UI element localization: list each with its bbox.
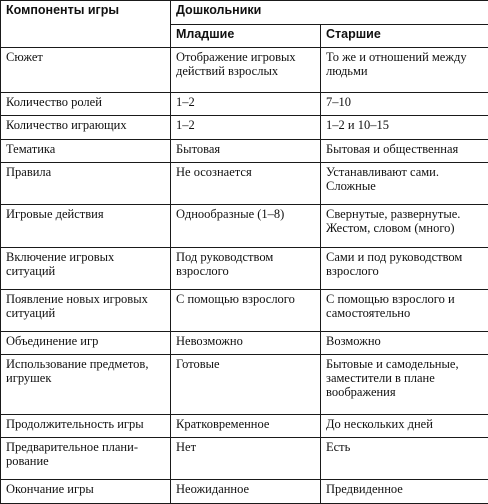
table-row — [1, 93, 488, 116]
cell-younger: Бытовая — [171, 140, 321, 163]
cell-younger: Под руководством взрослого — [171, 248, 321, 290]
cell-older: 7–10 — [321, 93, 488, 116]
cell-younger: Отображение игровых действий взрослых — [171, 48, 321, 93]
cell-older: Сами и под руководством взрослого — [321, 248, 488, 290]
table-row — [1, 480, 488, 504]
cell-younger: Нет — [171, 438, 321, 480]
cell-older: Устанавливают сами. Сложные — [321, 163, 488, 205]
cell-component: Сюжет — [1, 48, 171, 93]
cell-younger: Неожиданное — [171, 480, 321, 504]
cell-younger: 1–2 — [171, 93, 321, 116]
cell-older: Свернутые, развернутые. Жестом, словом (много) — [321, 205, 488, 248]
cell-older: Бытовые и самодельные, заместители в плане воображения — [321, 355, 488, 415]
cell-component: Тематика — [1, 140, 171, 163]
cell-component: Включение игровых ситуаций — [1, 248, 171, 290]
cell-older: То же и отношений между людьми — [321, 48, 488, 93]
table-row — [1, 248, 488, 290]
cell-younger: Не осознается — [171, 163, 321, 205]
header-components: Компоненты игры — [1, 1, 171, 48]
table-row — [1, 415, 488, 438]
cell-component: Правила — [1, 163, 171, 205]
table-row — [1, 140, 488, 163]
table-row — [1, 163, 488, 205]
cell-component: Использование предметов, игрушек — [1, 355, 171, 415]
cell-younger: С помощью взрослого — [171, 290, 321, 332]
table-body — [1, 48, 488, 504]
table-row — [1, 205, 488, 248]
cell-component: Окончание игры — [1, 480, 171, 504]
cell-component: Объединение игр — [1, 332, 171, 355]
table-row — [1, 438, 488, 480]
cell-older: Бытовая и общественная — [321, 140, 488, 163]
cell-older: Возможно — [321, 332, 488, 355]
cell-older: Предвиденное — [321, 480, 488, 504]
header-row-top — [1, 1, 488, 25]
cell-older: Есть — [321, 438, 488, 480]
table-row — [1, 116, 488, 140]
cell-older: С помощью взрослого и самостоятельно — [321, 290, 488, 332]
cell-older: 1–2 и 10–15 — [321, 116, 488, 140]
cell-younger: Кратковременное — [171, 415, 321, 438]
table-row — [1, 332, 488, 355]
table-header — [1, 1, 488, 48]
cell-component: Количество ролей — [1, 93, 171, 116]
header-older: Старшие — [321, 25, 488, 48]
table-row — [1, 48, 488, 93]
cell-younger: Готовые — [171, 355, 321, 415]
header-preschoolers: Дошкольники — [171, 1, 488, 25]
cell-component: Предварительное планирование — [1, 438, 171, 480]
cell-component: Количество играющих — [1, 116, 171, 140]
table-row — [1, 355, 488, 415]
cell-younger: Однообразные (1–8) — [171, 205, 321, 248]
cell-younger: Невозможно — [171, 332, 321, 355]
cell-younger: 1–2 — [171, 116, 321, 140]
header-younger: Младшие — [171, 25, 321, 48]
cell-component: Появление новых игровых ситуаций — [1, 290, 171, 332]
cell-older: До нескольких дней — [321, 415, 488, 438]
cell-component: Продолжительность игры — [1, 415, 171, 438]
table-row — [1, 290, 488, 332]
cell-component: Игровые действия — [1, 205, 171, 248]
